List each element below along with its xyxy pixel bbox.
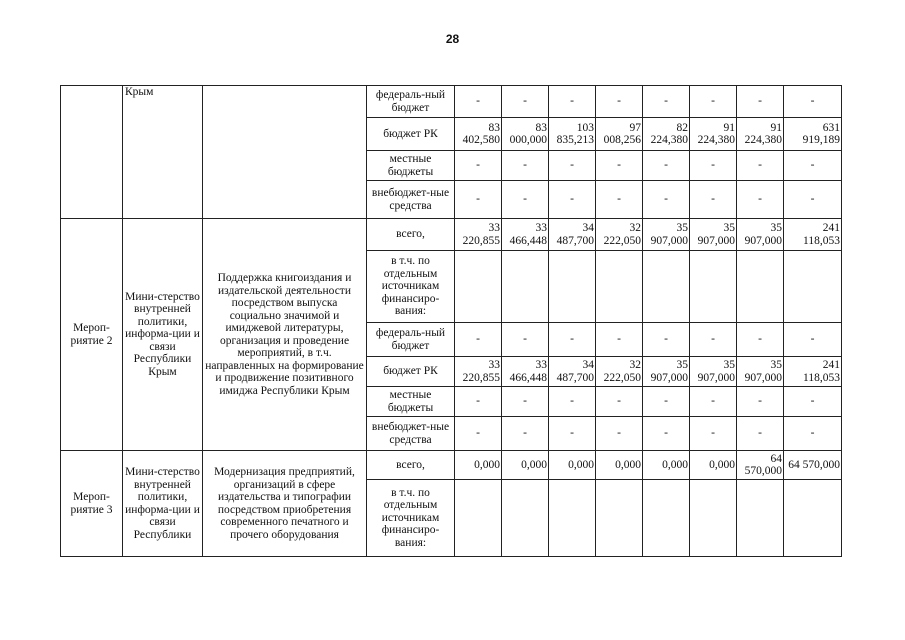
- empty-value: -: [643, 181, 690, 219]
- empty-value: -: [596, 323, 643, 357]
- empty-value: -: [643, 86, 690, 118]
- funding-source: бюджет РК: [367, 357, 455, 387]
- empty-value: -: [690, 86, 737, 118]
- empty-value: -: [502, 86, 549, 118]
- empty-value: -: [737, 86, 784, 118]
- funding-source: всего,: [367, 219, 455, 251]
- amount-value: [502, 251, 549, 323]
- amount-value: [737, 251, 784, 323]
- amount-value: 0,000: [502, 451, 549, 480]
- amount-value: 241 118,053: [784, 219, 842, 251]
- empty-value: -: [455, 323, 502, 357]
- measure-label: [61, 86, 123, 219]
- amount-value: 34 487,700: [549, 357, 596, 387]
- empty-value: -: [455, 86, 502, 118]
- empty-value: -: [502, 151, 549, 181]
- empty-value: -: [690, 151, 737, 181]
- empty-value: -: [502, 387, 549, 417]
- amount-value: [549, 251, 596, 323]
- amount-value: 0,000: [549, 451, 596, 480]
- amount-value: 34 487,700: [549, 219, 596, 251]
- amount-value: 35 907,000: [643, 219, 690, 251]
- funding-source: федераль-ный бюджет: [367, 323, 455, 357]
- page-number: 28: [445, 32, 460, 46]
- measure-description: [203, 86, 367, 219]
- empty-value: -: [784, 151, 842, 181]
- empty-value: -: [643, 387, 690, 417]
- empty-value: -: [737, 417, 784, 451]
- amount-value: [455, 251, 502, 323]
- empty-value: -: [549, 181, 596, 219]
- amount-value: 35 907,000: [690, 357, 737, 387]
- empty-value: -: [549, 417, 596, 451]
- budget-table: [60, 85, 842, 557]
- empty-value: -: [455, 181, 502, 219]
- empty-value: -: [690, 417, 737, 451]
- amount-value: 33 466,448: [502, 357, 549, 387]
- amount-value: 91 224,380: [737, 118, 784, 151]
- responsible-owner: Мини-стерство внутренней политики, информа-ции и связи Республики: [123, 451, 203, 557]
- responsible-owner: Мини-стерство внутренней политики, информа-ции и связи Республики Крым: [123, 219, 203, 451]
- empty-value: -: [643, 417, 690, 451]
- empty-value: -: [502, 323, 549, 357]
- empty-value: -: [596, 387, 643, 417]
- empty-value: -: [784, 323, 842, 357]
- funding-source: в т.ч. по отдельным источникам финансиро-вания:: [367, 251, 455, 323]
- empty-value: -: [596, 151, 643, 181]
- funding-source: всего,: [367, 451, 455, 480]
- empty-value: -: [549, 151, 596, 181]
- empty-value: -: [455, 387, 502, 417]
- amount-value: 0,000: [596, 451, 643, 480]
- empty-value: -: [596, 417, 643, 451]
- amount-value: 91 224,380: [690, 118, 737, 151]
- empty-value: -: [596, 86, 643, 118]
- amount-value: 35 907,000: [737, 219, 784, 251]
- amount-value: 64 570,000: [784, 451, 842, 480]
- empty-value: -: [737, 181, 784, 219]
- empty-value: -: [502, 181, 549, 219]
- funding-source: местные бюджеты: [367, 151, 455, 181]
- amount-value: [455, 480, 502, 557]
- funding-source: внебюджет-ные средства: [367, 181, 455, 219]
- empty-value: -: [455, 151, 502, 181]
- amount-value: [690, 480, 737, 557]
- amount-value: 35 907,000: [643, 357, 690, 387]
- amount-value: 0,000: [690, 451, 737, 480]
- empty-value: -: [455, 417, 502, 451]
- amount-value: 83 402,580: [455, 118, 502, 151]
- amount-value: 97 008,256: [596, 118, 643, 151]
- amount-value: [737, 480, 784, 557]
- empty-value: -: [784, 387, 842, 417]
- empty-value: -: [784, 86, 842, 118]
- empty-value: -: [549, 86, 596, 118]
- empty-value: -: [784, 417, 842, 451]
- empty-value: -: [690, 323, 737, 357]
- amount-value: 103 835,213: [549, 118, 596, 151]
- amount-value: [596, 480, 643, 557]
- empty-value: -: [690, 181, 737, 219]
- empty-value: -: [549, 387, 596, 417]
- empty-value: -: [643, 151, 690, 181]
- empty-value: -: [502, 417, 549, 451]
- measure3-row: [61, 451, 842, 480]
- amount-value: [596, 251, 643, 323]
- empty-value: -: [549, 323, 596, 357]
- measure-label: Мероп-риятие 3: [61, 451, 123, 557]
- amount-value: 32 222,050: [596, 357, 643, 387]
- amount-value: 0,000: [455, 451, 502, 480]
- amount-value: 35 907,000: [737, 357, 784, 387]
- amount-value: [549, 480, 596, 557]
- empty-value: -: [737, 151, 784, 181]
- amount-value: 83 000,000: [502, 118, 549, 151]
- amount-value: 33 466,448: [502, 219, 549, 251]
- empty-value: -: [737, 387, 784, 417]
- responsible-owner: Крым: [123, 86, 203, 219]
- measure-label: Мероп-риятие 2: [61, 219, 123, 451]
- empty-value: -: [690, 387, 737, 417]
- amount-value: 32 222,050: [596, 219, 643, 251]
- funding-source: бюджет РК: [367, 118, 455, 151]
- amount-value: 82 224,380: [643, 118, 690, 151]
- empty-value: -: [643, 323, 690, 357]
- funding-source: местные бюджеты: [367, 387, 455, 417]
- amount-value: [643, 251, 690, 323]
- amount-value: 64 570,000: [737, 451, 784, 480]
- amount-value: 33 220,855: [455, 357, 502, 387]
- funding-source: федераль-ный бюджет: [367, 86, 455, 118]
- amount-value: [784, 480, 842, 557]
- amount-value: [502, 480, 549, 557]
- amount-value: 241 118,053: [784, 357, 842, 387]
- funding-source: в т.ч. по отдельным источникам финансиро-вания:: [367, 480, 455, 557]
- empty-value: -: [737, 323, 784, 357]
- empty-value: -: [784, 181, 842, 219]
- amount-value: [643, 480, 690, 557]
- amount-value: [784, 251, 842, 323]
- empty-value: -: [596, 181, 643, 219]
- continued-row: [61, 86, 842, 118]
- amount-value: 35 907,000: [690, 219, 737, 251]
- amount-value: 33 220,855: [455, 219, 502, 251]
- funding-source: внебюджет-ные средства: [367, 417, 455, 451]
- measure-description: Модернизация предприятий, организаций в сфере издательства и типографии посредством приобретения современного печатного и прочего оборудования: [203, 451, 367, 557]
- amount-value: 631 919,189: [784, 118, 842, 151]
- amount-value: 0,000: [643, 451, 690, 480]
- amount-value: [690, 251, 737, 323]
- measure2-row: [61, 219, 842, 251]
- measure-description: Поддержка книгоиздания и издательской деятельности посредством выпуска социально значимой и имиджевой литературы, организация и проведение мероприятий, в т.ч. направленных на формирование и продвижение позитивного имиджа Республики Крым: [203, 219, 367, 451]
